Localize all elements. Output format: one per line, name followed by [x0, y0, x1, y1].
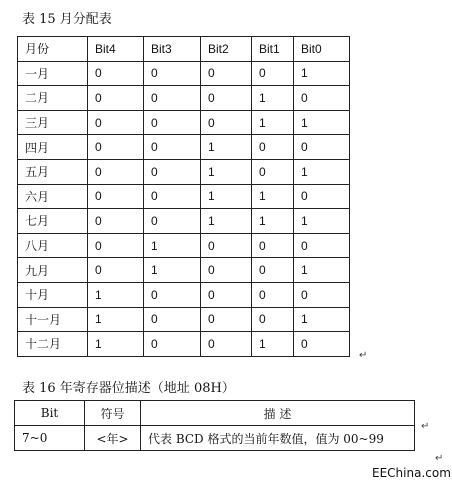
bit-cell: 1 [88, 282, 144, 307]
bit-cell: 0 [201, 282, 252, 307]
table-row [18, 110, 350, 135]
bit-cell: 0 [88, 110, 144, 135]
bit-cell: 0 [144, 110, 201, 135]
bit-cell: 0 [252, 159, 294, 184]
bit-cell: 0 [88, 86, 144, 111]
bit-cell: 0 [201, 233, 252, 258]
table-row [18, 282, 350, 307]
year-register-table [14, 400, 415, 451]
table-row [18, 307, 350, 332]
bit-cell: 0 [201, 307, 252, 332]
month-cell: 九月 [18, 258, 88, 283]
header-cell: Bit0 [294, 37, 350, 62]
header-cell: 符号 [85, 401, 141, 426]
header-cell: Bit4 [88, 37, 144, 62]
bit-cell: 0 [144, 209, 201, 234]
table-row [18, 233, 350, 258]
bit-cell: 0 [144, 184, 201, 209]
bit-cell: 0 [88, 159, 144, 184]
bit-cell: 1 [201, 184, 252, 209]
month-table [17, 36, 350, 357]
bit-cell: 0 [88, 135, 144, 160]
bit-cell: 0 [88, 61, 144, 86]
bit-cell: 0 [88, 233, 144, 258]
bit-cell: 1 [252, 332, 294, 357]
table-cell: 代表 BCD 格式的当前年数值，值为 00~99 [141, 426, 415, 451]
header-cell: Bit2 [201, 37, 252, 62]
month-cell: 三月 [18, 110, 88, 135]
month-cell: 六月 [18, 184, 88, 209]
bit-cell: 0 [144, 135, 201, 160]
bit-cell: 0 [294, 184, 350, 209]
bit-cell: 1 [252, 184, 294, 209]
table-row [18, 209, 350, 234]
bit-cell: 1 [252, 86, 294, 111]
month-cell: 十二月 [18, 332, 88, 357]
table-row [18, 86, 350, 111]
bit-cell: 0 [294, 135, 350, 160]
bit-cell: 1 [201, 209, 252, 234]
paragraph-return-mark: ↵ [435, 453, 444, 464]
bit-cell: 0 [252, 258, 294, 283]
paragraph-return-mark: ↵ [359, 350, 368, 361]
year-table-caption: 表 16 年寄存器位描述（地址 08H） [22, 381, 235, 396]
bit-cell: 0 [294, 332, 350, 357]
bit-cell: 1 [294, 110, 350, 135]
bit-cell: 1 [144, 258, 201, 283]
bit-cell: 0 [201, 86, 252, 111]
bit-cell: 0 [252, 282, 294, 307]
bit-cell: 1 [294, 159, 350, 184]
table-cell: <年> [85, 426, 141, 451]
bit-cell: 0 [252, 307, 294, 332]
month-cell: 十一月 [18, 307, 88, 332]
bit-cell: 1 [252, 209, 294, 234]
bit-cell: 1 [294, 61, 350, 86]
bit-cell: 1 [201, 159, 252, 184]
month-cell: 七月 [18, 209, 88, 234]
bit-cell: 1 [88, 307, 144, 332]
month-cell: 十月 [18, 282, 88, 307]
table-row [18, 332, 350, 357]
bit-cell: 1 [144, 233, 201, 258]
table-header-row [18, 37, 350, 62]
month-cell: 一月 [18, 61, 88, 86]
bit-cell: 0 [88, 209, 144, 234]
bit-cell: 0 [252, 61, 294, 86]
table-header-row [15, 401, 415, 426]
month-cell: 五月 [18, 159, 88, 184]
bit-cell: 0 [144, 86, 201, 111]
bit-cell: 0 [144, 61, 201, 86]
bit-cell: 0 [252, 233, 294, 258]
table-row [18, 184, 350, 209]
header-cell: 月份 [18, 37, 88, 62]
bit-cell: 1 [294, 209, 350, 234]
table-row [18, 135, 350, 160]
bit-cell: 1 [252, 110, 294, 135]
bit-cell: 0 [201, 110, 252, 135]
bit-cell: 0 [144, 159, 201, 184]
month-cell: 四月 [18, 135, 88, 160]
month-cell: 二月 [18, 86, 88, 111]
table-cell: 7~0 [15, 426, 85, 451]
bit-cell: 1 [294, 307, 350, 332]
bit-cell: 0 [144, 282, 201, 307]
table-row [18, 61, 350, 86]
table-row [18, 258, 350, 283]
month-cell: 八月 [18, 233, 88, 258]
bit-cell: 0 [144, 307, 201, 332]
header-cell: Bit3 [144, 37, 201, 62]
site-watermark: EEChina.com [372, 466, 451, 480]
bit-cell: 0 [294, 282, 350, 307]
bit-cell: 0 [201, 61, 252, 86]
bit-cell: 1 [88, 332, 144, 357]
table-row [18, 159, 350, 184]
table-row [15, 426, 415, 451]
month-table-caption: 表 15 月分配表 [22, 12, 112, 27]
bit-cell: 0 [88, 258, 144, 283]
bit-cell: 0 [294, 233, 350, 258]
bit-cell: 0 [252, 135, 294, 160]
bit-cell: 1 [201, 135, 252, 160]
bit-cell: 1 [294, 258, 350, 283]
header-cell: Bit [15, 401, 85, 426]
header-cell: Bit1 [252, 37, 294, 62]
bit-cell: 0 [201, 258, 252, 283]
header-cell: 描 述 [141, 401, 415, 426]
bit-cell: 0 [201, 332, 252, 357]
bit-cell: 0 [294, 86, 350, 111]
paragraph-return-mark: ↵ [421, 421, 430, 432]
bit-cell: 0 [144, 332, 201, 357]
bit-cell: 0 [88, 184, 144, 209]
